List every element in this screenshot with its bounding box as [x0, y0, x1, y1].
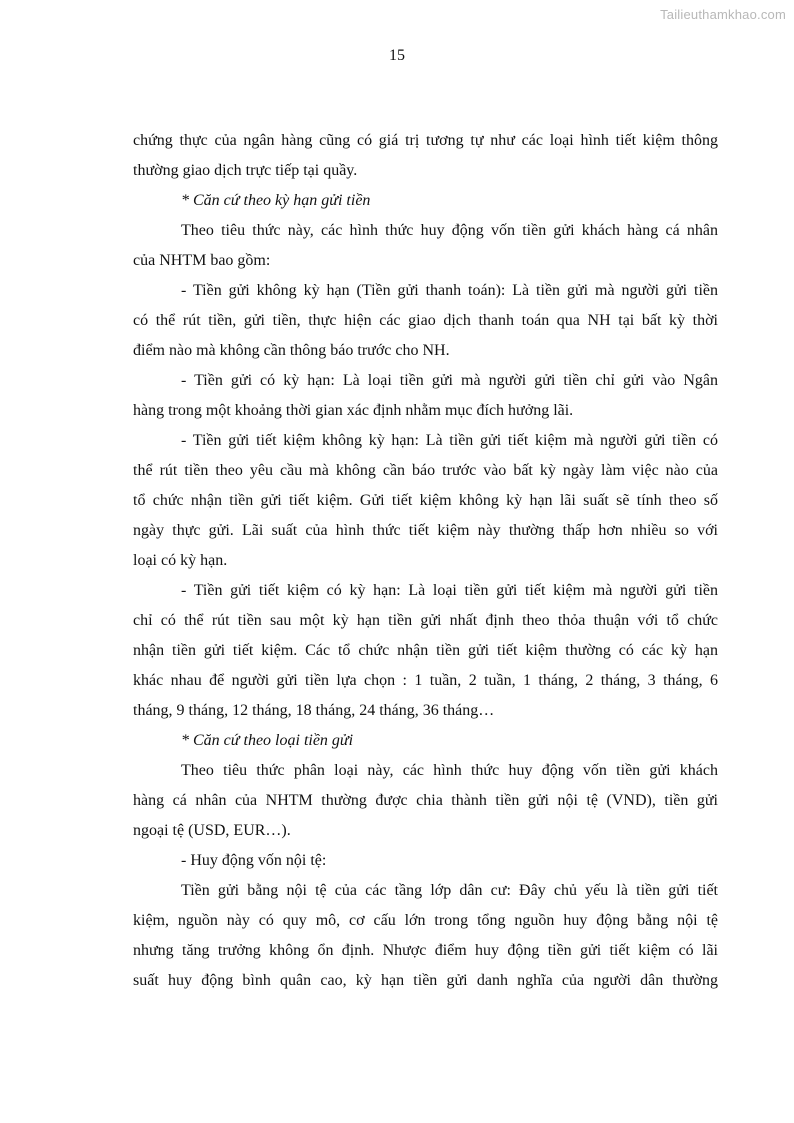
text-line: Tiền gửi bằng nội tệ của các tầng lớp dân cư: Đây chủ yếu là tiền gửi tiết [181, 882, 718, 899]
section-heading: * Căn cứ theo kỳ hạn gửi tiền [181, 192, 371, 209]
text-line: kiệm, nguồn này có quy mô, cơ cấu lớn trong tổng nguồn huy động bằng nội tệ [133, 912, 718, 929]
text-line: tổ chức nhận tiền gửi tiết kiệm. Gửi tiết kiệm không kỳ hạn lãi suất sẽ tính theo số [133, 492, 718, 509]
watermark: Tailieuthamkhao.com [660, 7, 786, 22]
text-line: tháng, 9 tháng, 12 tháng, 18 tháng, 24 tháng, 36 tháng… [133, 702, 495, 719]
text-line: thường giao dịch trực tiếp tại quầy. [133, 162, 358, 179]
page-number: 15 [389, 47, 405, 64]
text-line: hàng cá nhân của NHTM thường được chia thành tiền gửi nội tệ (VND), tiền gửi [133, 792, 718, 809]
text-line: điểm nào mà không cần thông báo trước cho NH. [133, 342, 450, 359]
text-line: ngày thực gửi. Lãi suất của hình thức tiết kiệm này thường thấp hơn nhiều so với [133, 522, 718, 539]
text-line: - Tiền gửi tiết kiệm không kỳ hạn: Là tiền gửi tiết kiệm mà người gửi tiền có [181, 432, 718, 449]
text-line: - Tiền gửi có kỳ hạn: Là loại tiền gửi mà người gửi tiền chỉ gửi vào Ngân [181, 372, 718, 389]
text-line: của NHTM bao gồm: [133, 252, 271, 269]
text-line: chỉ có thể rút tiền sau một kỳ hạn tiền gửi nhất định theo thỏa thuận với tổ chức [133, 612, 718, 629]
text-line: nhưng tăng trưởng không ổn định. Nhược điểm huy động tiền gửi tiết kiệm có lãi [133, 942, 718, 959]
section-heading: * Căn cứ theo loại tiền gửi [181, 732, 354, 749]
text-line: hàng trong một khoảng thời gian xác định nhằm mục đích hưởng lãi. [133, 402, 574, 419]
text-line: nhận tiền gửi tiết kiệm. Các tổ chức nhận tiền gửi tiết kiệm thường có các kỳ hạn [133, 642, 718, 659]
document-body [133, 126, 718, 996]
text-line: Theo tiêu thức này, các hình thức huy động vốn tiền gửi khách hàng cá nhân [181, 222, 718, 239]
text-line: khác nhau để người gửi tiền lựa chọn : 1 tuần, 2 tuần, 1 tháng, 2 tháng, 3 tháng, 6 [133, 672, 718, 689]
text-line: ngoại tệ (USD, EUR…). [133, 822, 291, 839]
text-line: suất huy động bình quân cao, kỳ hạn tiền gửi danh nghĩa của người dân thường [133, 972, 718, 989]
text-line: có thể rút tiền, gửi tiền, thực hiện các giao dịch thanh toán qua NH tại bất kỳ thời [133, 312, 718, 329]
text-line: Theo tiêu thức phân loại này, các hình thức huy động vốn tiền gửi khách [181, 762, 718, 779]
text-line: - Tiền gửi tiết kiệm có kỳ hạn: Là loại tiền gửi tiết kiệm mà người gửi tiền [181, 582, 718, 599]
text-line: - Tiền gửi không kỳ hạn (Tiền gửi thanh toán): Là tiền gửi mà người gửi tiền [181, 282, 718, 299]
text-line: loại có kỳ hạn. [133, 552, 228, 569]
text-line: chứng thực của ngân hàng cũng có giá trị tương tự như các loại hình tiết kiệm thông [133, 132, 718, 149]
text-line: thể rút tiền theo yêu cầu mà không cần báo trước vào bất kỳ ngày làm việc nào của [133, 462, 718, 479]
text-line: - Huy động vốn nội tệ: [181, 852, 327, 869]
